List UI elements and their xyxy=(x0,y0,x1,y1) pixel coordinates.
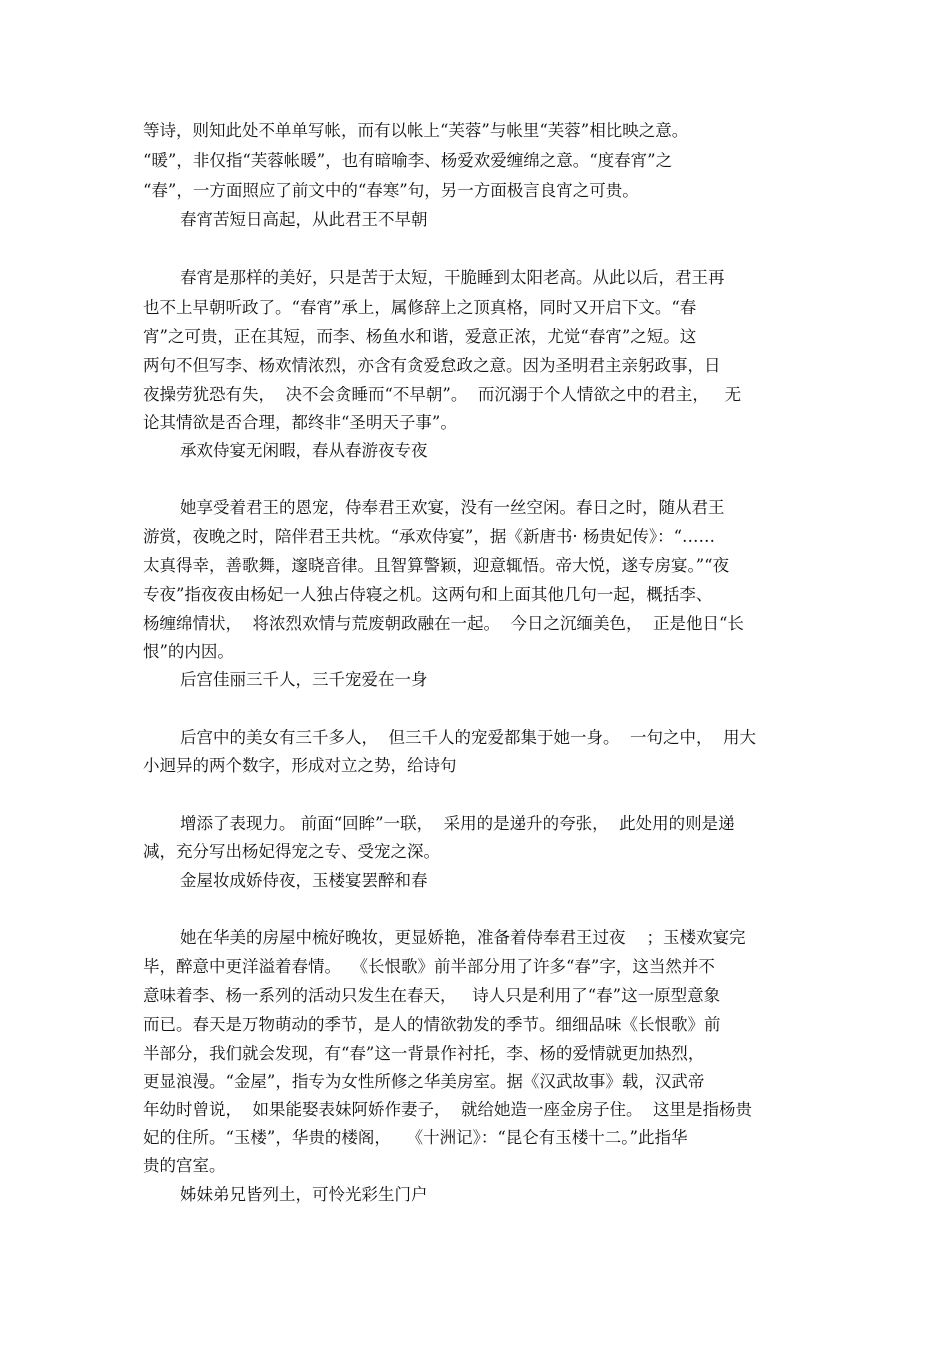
text-line: 增添了表现力。 前面“回眸”一联， 采用的是递升的夸张， 此处用的则是递 xyxy=(180,814,735,833)
text-line: 杨缠绵情状， 将浓烈欢情与荒废朝政融在一起。 今日之沉缅美色， 正是他日“长 xyxy=(143,614,744,633)
text-line: “春”，一方面照应了前文中的“春寒”句，另一方面极言良宵之可贵。 xyxy=(143,181,639,200)
verse-heading: 春宵苦短日高起，从此君王不早朝 xyxy=(180,210,428,229)
verse-heading: 姊妹弟兄皆列土，可怜光彩生门户 xyxy=(180,1185,428,1204)
text-line: 小迥异的两个数字，形成对立之势，给诗句 xyxy=(143,756,457,775)
text-line: 更显浪漫。“金屋”，指专为女性所修之华美房室。据《汉武故事》载，汉武帝 xyxy=(143,1072,705,1091)
text-line: “暖”，非仅指“芙蓉帐暖”，也有暗喻李、杨爱欢爱缠绵之意。“度春宵”之 xyxy=(143,151,673,170)
verse-heading: 承欢侍宴无闲暇，春从春游夜专夜 xyxy=(180,441,428,460)
text-line: 她享受着君王的恩宠，侍奉君王欢宴，没有一丝空闲。春日之时，随从君王 xyxy=(180,498,725,517)
text-line: 减，充分写出杨妃得宠之专、受宠之深。 xyxy=(143,842,440,861)
text-line: 而已。春天是万物萌动的季节，是人的情欲勃发的季节。细细品味《长恨歌》前 xyxy=(143,1015,721,1034)
text-line: 意味着李、杨一系列的活动只发生在春天， 诗人只是利用了“春”这一原型意象 xyxy=(143,986,721,1005)
text-line: 后宫中的美女有三千多人， 但三千人的宠爱都集于她一身。 一句之中， 用大 xyxy=(180,728,756,747)
text-line: 宵”之可贵，正在其短，而李、杨鱼水和谐，爱意正浓，尤觉“春宵”之短。这 xyxy=(143,327,697,346)
text-line: 太真得幸，善歌舞，邃晓音律。且智算警颖，迎意辄悟。帝大悦，遂专房宴。”“夜 xyxy=(143,556,730,575)
text-line: 夜操劳犹恐有失， 决不会贪睡而“不早朝”。 而沉溺于个人情欲之中的君主， 无 xyxy=(143,385,742,404)
text-line: 游赏，夜晚之时，陪伴君王共枕。“承欢侍宴”，据《新唐书· 杨贵妃传》：“…… xyxy=(143,527,716,546)
text-line: 春宵是那样的美好，只是苦于太短，干脆睡到太阳老高。从此以后，君王再 xyxy=(180,268,725,287)
text-line: 等诗，则知此处不单单写帐，而有以帐上“芙蓉”与帐里“芙蓉”相比映之意。 xyxy=(143,121,689,140)
verse-heading: 后宫佳丽三千人，三千宠爱在一身 xyxy=(180,670,428,689)
text-line: 恨”的内因。 xyxy=(143,642,234,661)
text-line: 毕，醉意中更洋溢着春情。 《长恨歌》前半部分用了许多“春”字，这当然并不 xyxy=(143,957,715,976)
verse-heading: 金屋妆成娇侍夜，玉楼宴罢醉和春 xyxy=(180,871,428,890)
text-line: 她在华美的房屋中梳好晚妆，更显娇艳，准备着侍奉君王过夜 ；玉楼欢宴完 xyxy=(180,928,746,947)
text-line: 贵的宫室。 xyxy=(143,1156,226,1175)
text-line: 专夜”指夜夜由杨妃一人独占侍寝之机。这两句和上面其他几句一起，概括李、 xyxy=(143,585,713,604)
text-line: 妃的住所。“玉楼”，华贵的楼阁， 《十洲记》：“昆仑有玉楼十二。”此指华 xyxy=(143,1128,688,1147)
text-line: 半部分，我们就会发现，有“春”这一背景作衬托，李、杨的爱情就更加热烈， xyxy=(143,1044,705,1063)
text-line: 也不上早朝听政了。“春宵”承上，属修辞上之顶真格，同时又开启下文。“春 xyxy=(143,298,697,317)
text-line: 论其情欲是否合理，都终非“圣明天子事”。 xyxy=(143,413,457,432)
text-line: 年幼时曾说， 如果能娶表妹阿娇作妻子， 就给她造一座金房子住。 这里是指杨贵 xyxy=(143,1100,752,1119)
text-line: 两句不但写李、杨欢情浓烈，亦含有贪爱怠政之意。因为圣明君主亲躬政事，日 xyxy=(143,356,721,375)
